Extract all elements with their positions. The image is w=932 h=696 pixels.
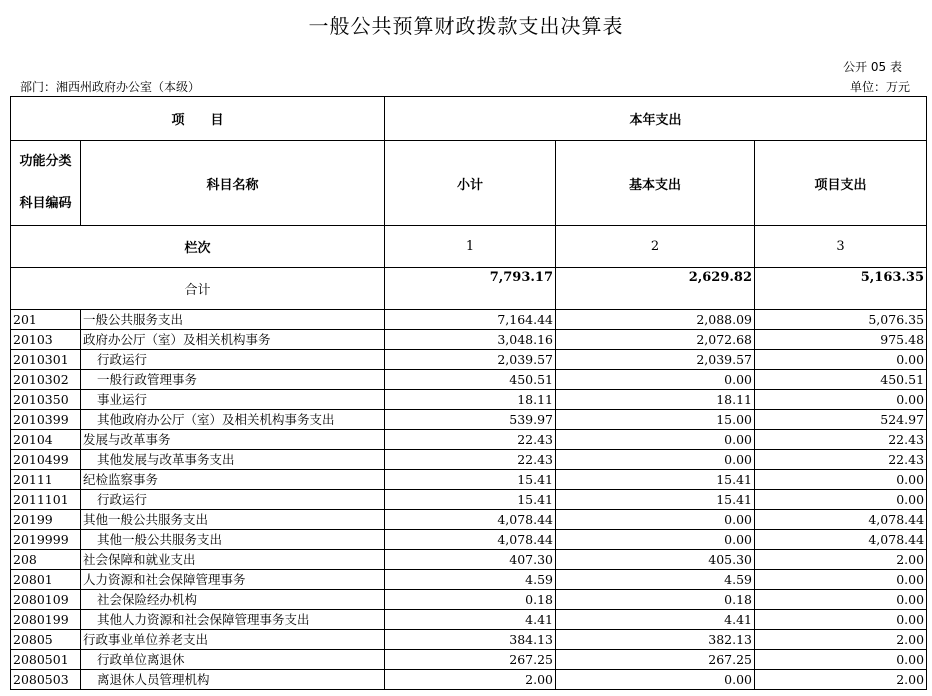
row-project: 4,078.44: [755, 530, 927, 550]
row-project: 0.00: [755, 610, 927, 630]
row-code: 2010399: [11, 410, 81, 430]
header-func-code-line2: 科目编码: [19, 196, 72, 211]
table-row: [11, 350, 927, 370]
row-name: 行政运行: [81, 350, 385, 370]
table-row: [11, 410, 927, 430]
row-basic: 4.41: [556, 610, 755, 630]
header-current-year: 本年支出: [385, 97, 927, 141]
row-basic: 405.30: [556, 550, 755, 570]
expenditure-table: [10, 96, 927, 690]
row-code: 2010350: [11, 390, 81, 410]
table-row: [11, 670, 927, 690]
row-subtotal: 15.41: [385, 470, 556, 490]
row-name: 行政运行: [81, 490, 385, 510]
header-project: 项目支出: [755, 141, 927, 226]
header-item: 项 目: [11, 97, 385, 141]
row-code: 2080109: [11, 590, 81, 610]
row-name: 人力资源和社会保障管理事务: [81, 570, 385, 590]
row-code: 201: [11, 310, 81, 330]
row-subtotal: 22.43: [385, 450, 556, 470]
row-code: 20103: [11, 330, 81, 350]
row-name: 行政单位离退休: [81, 650, 385, 670]
header-func-code-line1: 功能分类: [19, 154, 72, 169]
row-basic: 0.00: [556, 370, 755, 390]
header-subject-name: 科目名称: [81, 141, 385, 226]
total-basic: 2,629.82: [556, 268, 755, 310]
row-subtotal: 0.18: [385, 590, 556, 610]
row-subtotal: 384.13: [385, 630, 556, 650]
row-project: 450.51: [755, 370, 927, 390]
row-name: 社会保障和就业支出: [81, 550, 385, 570]
row-basic: 267.25: [556, 650, 755, 670]
header-col3: 3: [755, 226, 927, 268]
row-code: 2019999: [11, 530, 81, 550]
row-code: 20104: [11, 430, 81, 450]
row-subtotal: 18.11: [385, 390, 556, 410]
header-basic: 基本支出: [556, 141, 755, 226]
row-name: 政府办公厅（室）及相关机构事务: [81, 330, 385, 350]
header-col-index: 栏次: [11, 226, 385, 268]
table-row: [11, 610, 927, 630]
row-basic: 18.11: [556, 390, 755, 410]
row-code: 2011101: [11, 490, 81, 510]
table-row: [11, 430, 927, 450]
row-project: 0.00: [755, 650, 927, 670]
row-basic: 4.59: [556, 570, 755, 590]
table-row: [11, 370, 927, 390]
row-name: 行政事业单位养老支出: [81, 630, 385, 650]
row-basic: 2,088.09: [556, 310, 755, 330]
row-subtotal: 407.30: [385, 550, 556, 570]
header-col2: 2: [556, 226, 755, 268]
row-subtotal: 2.00: [385, 670, 556, 690]
table-row: [11, 550, 927, 570]
row-code: 2010499: [11, 450, 81, 470]
row-code: 20805: [11, 630, 81, 650]
row-name: 一般公共服务支出: [81, 310, 385, 330]
row-subtotal: 3,048.16: [385, 330, 556, 350]
row-project: 0.00: [755, 470, 927, 490]
row-subtotal: 2,039.57: [385, 350, 556, 370]
row-name: 其他发展与改革事务支出: [81, 450, 385, 470]
row-project: 0.00: [755, 490, 927, 510]
total-subtotal: 7,793.17: [385, 268, 556, 310]
row-basic: 0.00: [556, 450, 755, 470]
total-label: 合计: [11, 268, 385, 310]
row-subtotal: 22.43: [385, 430, 556, 450]
row-code: 2080503: [11, 670, 81, 690]
row-code: 2010301: [11, 350, 81, 370]
row-project: 0.00: [755, 390, 927, 410]
table-row: [11, 530, 927, 550]
row-basic: 0.00: [556, 530, 755, 550]
table-row: [11, 630, 927, 650]
row-name: 其他一般公共服务支出: [81, 510, 385, 530]
row-name: 社会保险经办机构: [81, 590, 385, 610]
table-row: [11, 570, 927, 590]
row-project: 0.00: [755, 570, 927, 590]
row-code: 208: [11, 550, 81, 570]
row-subtotal: 7,164.44: [385, 310, 556, 330]
table-row: [11, 310, 927, 330]
row-project: 2.00: [755, 550, 927, 570]
row-basic: 0.18: [556, 590, 755, 610]
row-project: 2.00: [755, 630, 927, 650]
row-project: 22.43: [755, 450, 927, 470]
row-code: 20801: [11, 570, 81, 590]
row-subtotal: 4.41: [385, 610, 556, 630]
row-project: 4,078.44: [755, 510, 927, 530]
row-basic: 15.41: [556, 470, 755, 490]
header-subtotal: 小计: [385, 141, 556, 226]
row-basic: 0.00: [556, 510, 755, 530]
table-row: [11, 490, 927, 510]
row-project: 22.43: [755, 430, 927, 450]
table-row: [11, 330, 927, 350]
row-code: 2080199: [11, 610, 81, 630]
row-code: 20199: [11, 510, 81, 530]
row-name: 纪检监察事务: [81, 470, 385, 490]
row-basic: 0.00: [556, 670, 755, 690]
row-name: 其他一般公共服务支出: [81, 530, 385, 550]
row-subtotal: 450.51: [385, 370, 556, 390]
row-subtotal: 15.41: [385, 490, 556, 510]
row-name: 其他人力资源和社会保障管理事务支出: [81, 610, 385, 630]
row-project: 0.00: [755, 590, 927, 610]
row-project: 975.48: [755, 330, 927, 350]
row-subtotal: 539.97: [385, 410, 556, 430]
row-basic: 2,072.68: [556, 330, 755, 350]
row-subtotal: 4.59: [385, 570, 556, 590]
row-name: 发展与改革事务: [81, 430, 385, 450]
unit-label: 单位：万元: [849, 80, 910, 94]
total-project: 5,163.35: [755, 268, 927, 310]
table-row: [11, 450, 927, 470]
header-col1: 1: [385, 226, 556, 268]
table-row: [11, 390, 927, 410]
table-row: [11, 650, 927, 670]
table-row: [11, 470, 927, 490]
row-name: 一般行政管理事务: [81, 370, 385, 390]
row-project: 5,076.35: [755, 310, 927, 330]
form-number: 公开 05 表: [843, 60, 902, 74]
page-title: 一般公共预算财政拨款支出决算表: [308, 14, 624, 38]
row-basic: 15.00: [556, 410, 755, 430]
table-row: [11, 510, 927, 530]
table-row: [11, 590, 927, 610]
row-subtotal: 4,078.44: [385, 510, 556, 530]
row-project: 0.00: [755, 350, 927, 370]
header-func-code: [11, 141, 81, 226]
row-subtotal: 4,078.44: [385, 530, 556, 550]
row-project: 2.00: [755, 670, 927, 690]
row-name: 事业运行: [81, 390, 385, 410]
row-basic: 15.41: [556, 490, 755, 510]
row-code: 20111: [11, 470, 81, 490]
row-name: 其他政府办公厅（室）及相关机构事务支出: [81, 410, 385, 430]
row-name: 离退休人员管理机构: [81, 670, 385, 690]
row-code: 2080501: [11, 650, 81, 670]
row-basic: 2,039.57: [556, 350, 755, 370]
row-code: 2010302: [11, 370, 81, 390]
row-basic: 0.00: [556, 430, 755, 450]
row-basic: 382.13: [556, 630, 755, 650]
row-project: 524.97: [755, 410, 927, 430]
row-subtotal: 267.25: [385, 650, 556, 670]
department-label: 部门：湘西州政府办公室（本级）: [20, 80, 201, 94]
